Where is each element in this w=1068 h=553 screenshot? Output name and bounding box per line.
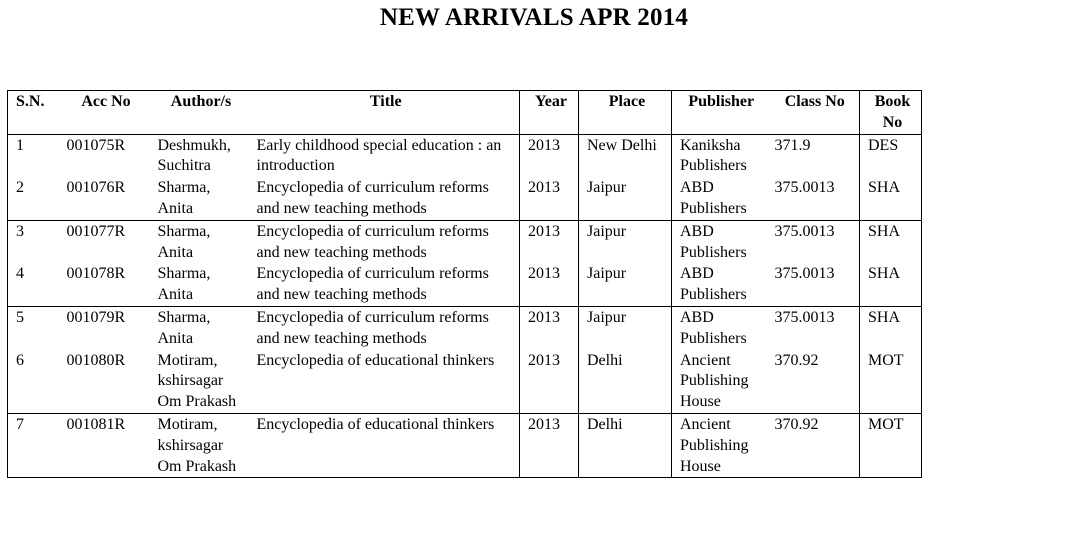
header-acc-no: Acc No: [59, 91, 150, 135]
cell-publisher: Kaniksha Publishers: [672, 134, 767, 177]
cell-publisher: ABD Publishers: [672, 263, 767, 306]
cell-author: Motiram, kshirsagar Om Prakash: [150, 350, 249, 414]
cell-publisher: ABD Publishers: [672, 220, 767, 263]
cell-author: Motiram, kshirsagar Om Prakash: [150, 413, 249, 477]
cell-year: 2013: [520, 177, 579, 220]
cell-acc-no: 001077R: [66, 222, 126, 240]
cell-class-no: 375.0013: [767, 177, 860, 220]
header-title: Title: [249, 91, 520, 135]
table-row: [8, 306, 922, 349]
table-row: [8, 177, 922, 220]
new-arrivals-table: [7, 90, 922, 478]
cell-class-no: 370.92: [767, 350, 860, 414]
cell-class-no: 375.0013: [774, 308, 835, 326]
cell-acc-no: 001076R: [59, 177, 150, 220]
cell-book-no: MOT: [860, 350, 922, 414]
cell-book-no: SHA: [860, 177, 922, 220]
table-row: [8, 134, 922, 177]
header-sn: S.N.: [8, 91, 59, 135]
cell-class-no: 370.92: [767, 413, 860, 477]
cell-year: 2013: [520, 306, 579, 349]
cell-title: Encyclopedia of educational thinkers: [249, 350, 520, 414]
cell-book-no: SHA: [860, 220, 922, 263]
cell-publisher: ABD Publishers: [672, 306, 767, 349]
cell-place: Jaipur: [579, 306, 672, 349]
cell-acc-no: 001081R: [59, 413, 150, 477]
cell-year: 2013: [520, 220, 579, 263]
cell-book-no: DES: [860, 134, 922, 177]
cell-title: Encyclopedia of curriculum reforms and new teaching methods: [256, 308, 489, 347]
cell-book-no: MOT: [860, 413, 922, 477]
cell-sn: 6: [8, 350, 59, 414]
cell-place: Jaipur: [579, 177, 672, 220]
table-row: [8, 263, 922, 306]
cell-title: Early childhood special education : an introduction: [256, 136, 502, 175]
cell-sn: 2: [8, 177, 59, 220]
table-row: [8, 350, 922, 414]
cell-year: 2013: [520, 134, 579, 177]
cell-acc-no: 001075R: [66, 136, 126, 154]
cell-place: Delhi: [579, 413, 672, 477]
cell-acc-no: 001079R: [66, 308, 126, 326]
cell-title: Encyclopedia of curriculum reforms and new teaching methods: [249, 263, 520, 306]
cell-class-no: 375.0013: [767, 263, 860, 306]
cell-place: Jaipur: [579, 220, 672, 263]
table-header-row: [8, 91, 922, 135]
cell-book-no: SHA: [860, 306, 922, 349]
cell-class-no: 375.0013: [774, 222, 835, 240]
cell-year: 2013: [520, 350, 579, 414]
cell-place: Jaipur: [579, 263, 672, 306]
cell-year: 2013: [520, 263, 579, 306]
cell-title: Encyclopedia of educational thinkers: [249, 413, 520, 477]
cell-year: 2013: [520, 413, 579, 477]
cell-book-no: SHA: [860, 263, 922, 306]
header-year: Year: [520, 91, 579, 135]
header-author: Author/s: [150, 91, 249, 135]
cell-author: Sharma, Anita: [157, 222, 211, 261]
cell-author: Sharma, Anita: [157, 308, 211, 347]
cell-publisher: Ancient Publishing House: [672, 413, 767, 477]
cell-sn: 7: [8, 413, 59, 477]
cell-publisher: ABD Publishers: [672, 177, 767, 220]
cell-title: Encyclopedia of curriculum reforms and new teaching methods: [256, 222, 489, 261]
cell-class-no: 371.9: [774, 136, 811, 154]
cell-acc-no: 001080R: [59, 350, 150, 414]
cell-sn: 3: [8, 220, 59, 263]
cell-publisher: Ancient Publishing House: [672, 350, 767, 414]
cell-sn: 1: [8, 134, 59, 177]
cell-acc-no: 001078R: [59, 263, 150, 306]
cell-title: Encyclopedia of curriculum reforms and new teaching methods: [249, 177, 520, 220]
cell-author: Deshmukh, Suchitra: [157, 136, 231, 175]
cell-author: Sharma, Anita: [150, 177, 249, 220]
header-publisher: Publisher: [672, 91, 767, 135]
header-class-no: Class No: [767, 91, 860, 135]
cell-sn: 4: [8, 263, 59, 306]
cell-place: Delhi: [579, 350, 672, 414]
table-row: [8, 413, 922, 477]
cell-place: New Delhi: [579, 134, 672, 177]
cell-author: Sharma, Anita: [150, 263, 249, 306]
page-title: NEW ARRIVALS APR 2014: [379, 4, 689, 31]
header-book-no: Book No: [860, 91, 922, 135]
header-place: Place: [579, 91, 672, 135]
table-row: [8, 220, 922, 263]
cell-sn: 5: [8, 306, 59, 349]
